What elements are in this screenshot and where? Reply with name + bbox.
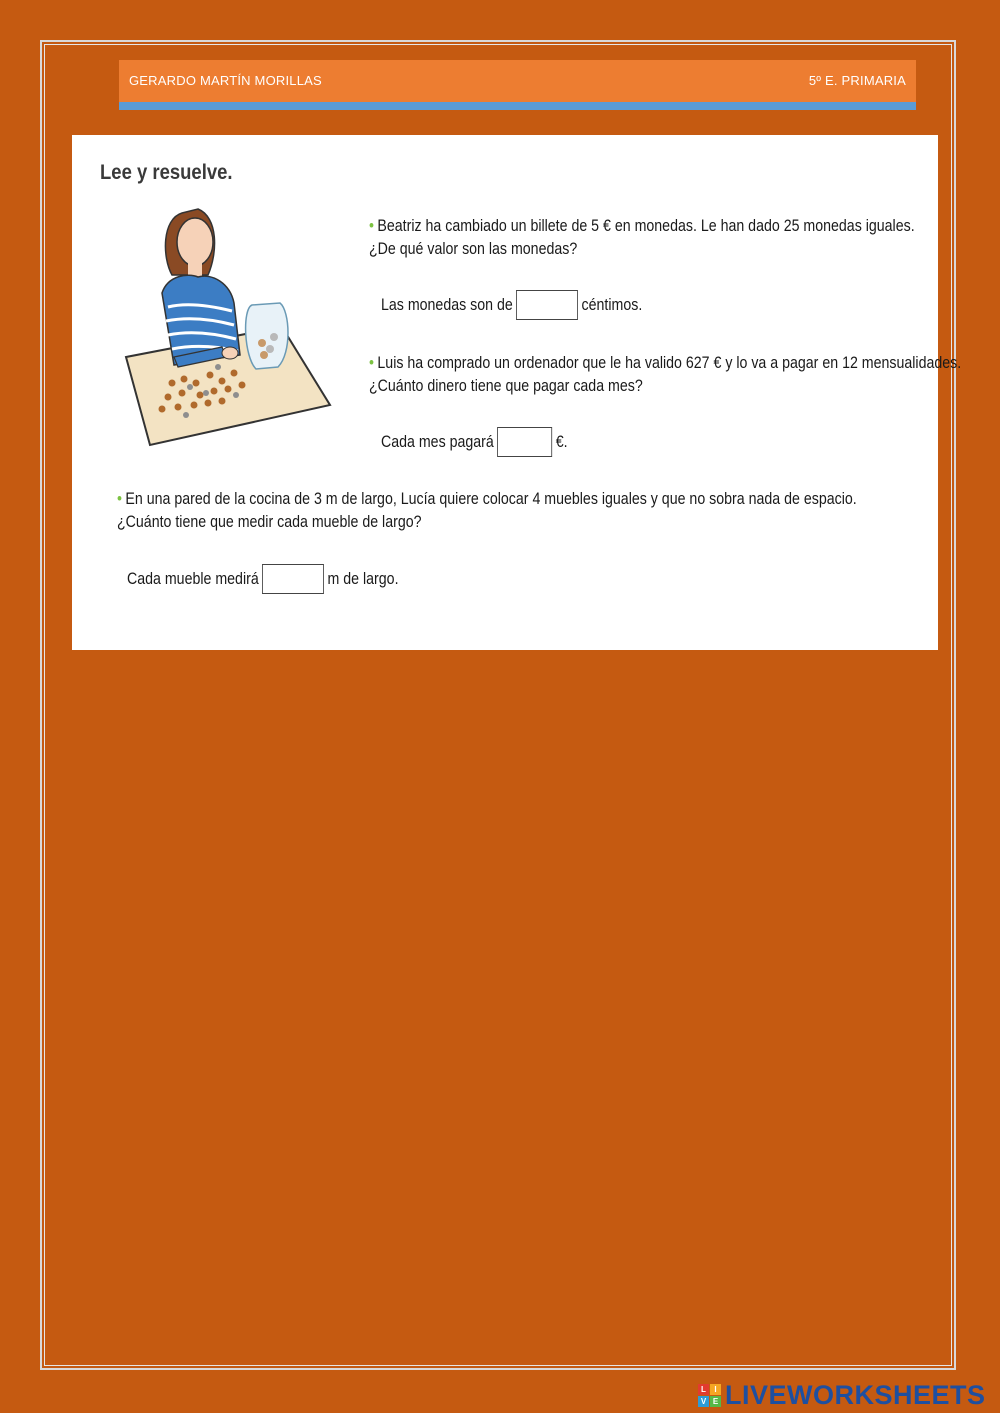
answer-3-prefix: Cada mueble medirá	[127, 569, 259, 588]
answer-1-input[interactable]	[516, 290, 578, 320]
exercise-title: Lee y resuelve.	[100, 161, 233, 184]
logo-grid-icon	[698, 1384, 721, 1407]
answer-2-suffix: €.	[555, 432, 568, 451]
header-author: GERARDO MARTÍN MORILLAS	[129, 73, 322, 88]
question-2-question: ¿Cuánto dinero tiene que pagar cada mes?	[369, 377, 643, 395]
logo-text: LIVEWORKSHEETS	[725, 1380, 986, 1410]
liveworksheets-logo	[698, 1380, 986, 1411]
question-2-text: Luis ha comprado un ordenador que le ha valido 627 € y lo va a pagar en 12 mensualidades.	[377, 354, 962, 372]
question-1-question: ¿De qué valor son las monedas?	[369, 240, 578, 258]
logo-letter: V	[698, 1396, 709, 1407]
question-2	[369, 352, 961, 398]
answer-2-input[interactable]	[497, 427, 552, 457]
question-1	[369, 215, 915, 261]
answer-3	[127, 564, 399, 594]
answer-3-input[interactable]	[262, 564, 324, 594]
bullet-icon: •	[369, 217, 374, 235]
logo-letter: L	[698, 1384, 709, 1395]
question-1-text: Beatriz ha cambiado un billete de 5 € en monedas. Le han dado 25 monedas iguales.	[377, 217, 915, 235]
header-rule	[119, 102, 916, 110]
girl-with-coins-illustration	[122, 197, 332, 449]
page-header	[119, 60, 916, 102]
bullet-icon: •	[117, 490, 122, 508]
bullet-icon: •	[369, 354, 374, 372]
answer-2	[381, 427, 568, 457]
answer-2-prefix: Cada mes pagará	[381, 432, 494, 451]
header-grade: 5º E. PRIMARIA	[808, 73, 906, 88]
answer-3-suffix: m de largo.	[327, 569, 399, 588]
question-3-question: ¿Cuánto tiene que medir cada mueble de largo?	[117, 513, 422, 531]
answer-1	[381, 290, 642, 320]
logo-letter: I	[710, 1384, 721, 1395]
question-3	[117, 488, 857, 534]
question-3-text: En una pared de la cocina de 3 m de largo, Lucía quiere colocar 4 muebles iguales y que no sobra nada de espacio.	[125, 490, 857, 508]
answer-1-suffix: céntimos.	[581, 295, 643, 314]
logo-letter: E	[710, 1396, 721, 1407]
exercise-panel	[72, 135, 962, 650]
answer-1-prefix: Las monedas son de	[381, 295, 513, 314]
